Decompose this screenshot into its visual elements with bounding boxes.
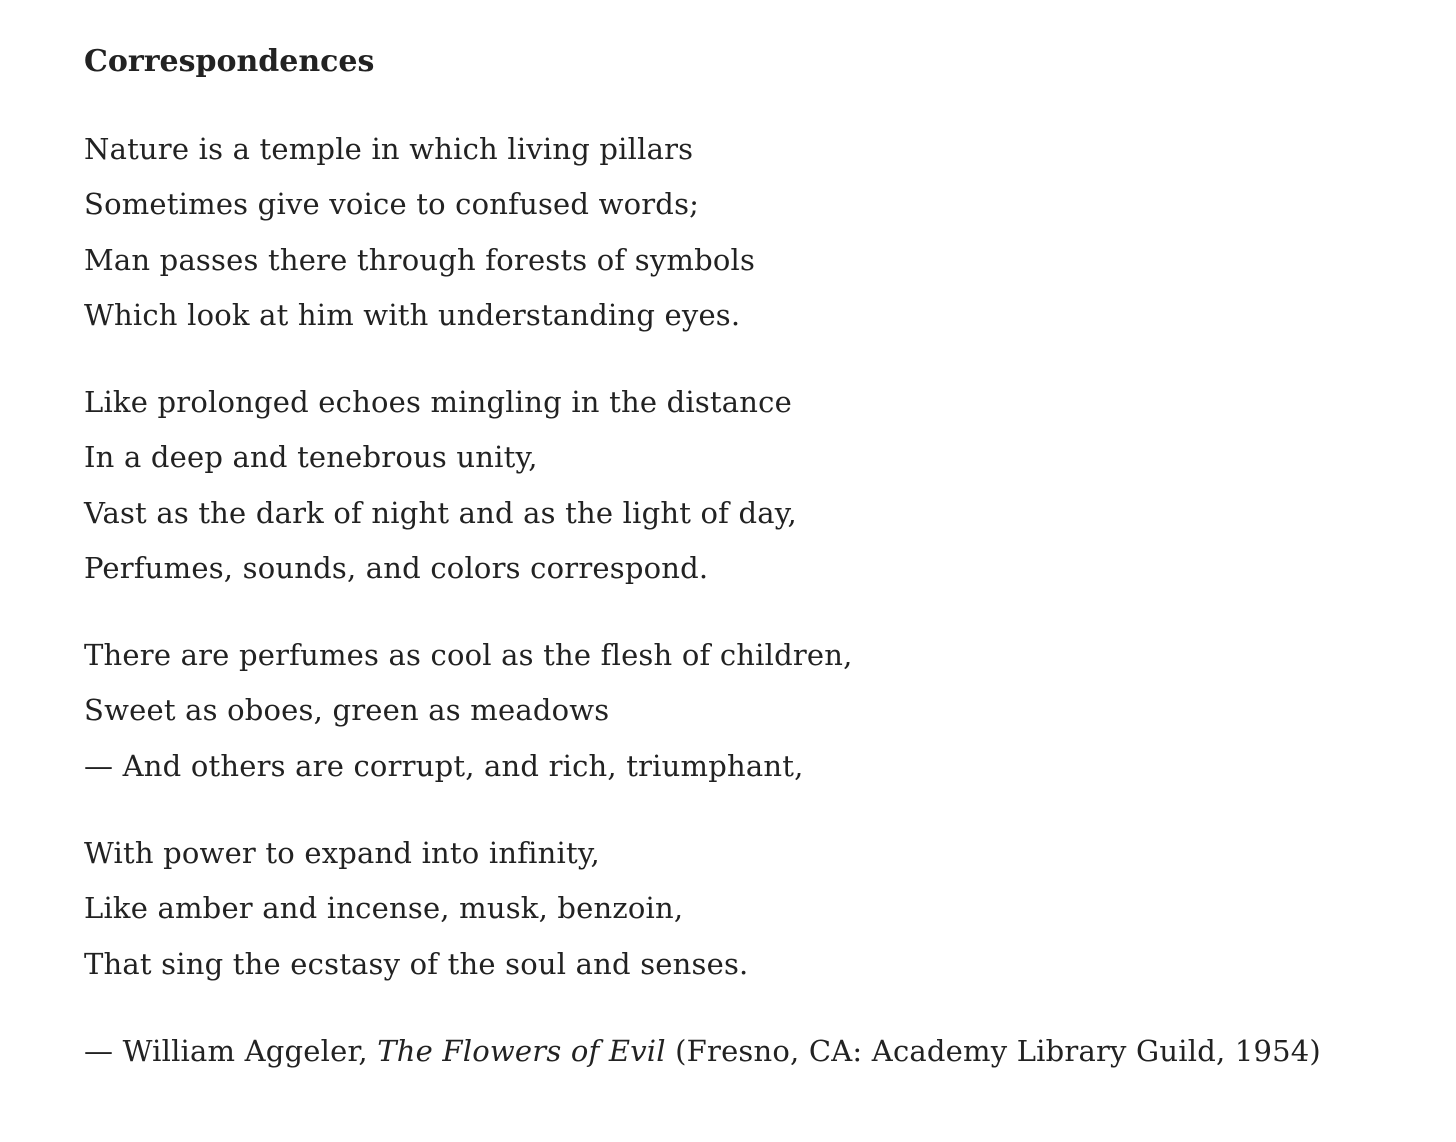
stanza-4 <box>84 826 748 992</box>
poem-line: — And others are corrupt, and rich, triumphant, <box>84 748 804 783</box>
poem-line: In a deep and tenebrous unity, <box>84 440 538 475</box>
poem-line: There are perfumes as cool as the flesh of children, <box>84 638 853 672</box>
citation-book-title: The Flowers of Evil <box>377 1034 666 1068</box>
poem-line: With power to expand into infinity, <box>84 836 600 870</box>
poem-line: Sweet as oboes, green as meadows <box>84 693 610 728</box>
poem-line: Man passes there through forests of symbols <box>84 242 756 277</box>
stanza-1 <box>84 122 755 343</box>
poem-line: Vast as the dark of night and as the light of day, <box>84 495 797 530</box>
stanza-3 <box>84 628 853 794</box>
poem-line: Like prolonged echoes mingling in the distance <box>84 385 792 419</box>
citation <box>84 1024 1321 1079</box>
poem-title: Correspondences <box>84 44 375 79</box>
poem-line: Which look at him with understanding eyes. <box>84 297 741 332</box>
citation-author: — William Aggeler, <box>84 1034 378 1068</box>
poem-line: That sing the ecstasy of the soul and senses. <box>84 946 749 981</box>
citation-publisher: (Fresno, CA: Academy Library Guild, 1954) <box>665 1034 1321 1068</box>
stanza-2 <box>84 375 797 596</box>
poem-line: Perfumes, sounds, and colors correspond. <box>84 550 709 585</box>
poem-line: Nature is a temple in which living pillars <box>84 132 694 166</box>
poem-line: Like amber and incense, musk, benzoin, <box>84 891 684 926</box>
poem-line: Sometimes give voice to confused words; <box>84 187 700 222</box>
